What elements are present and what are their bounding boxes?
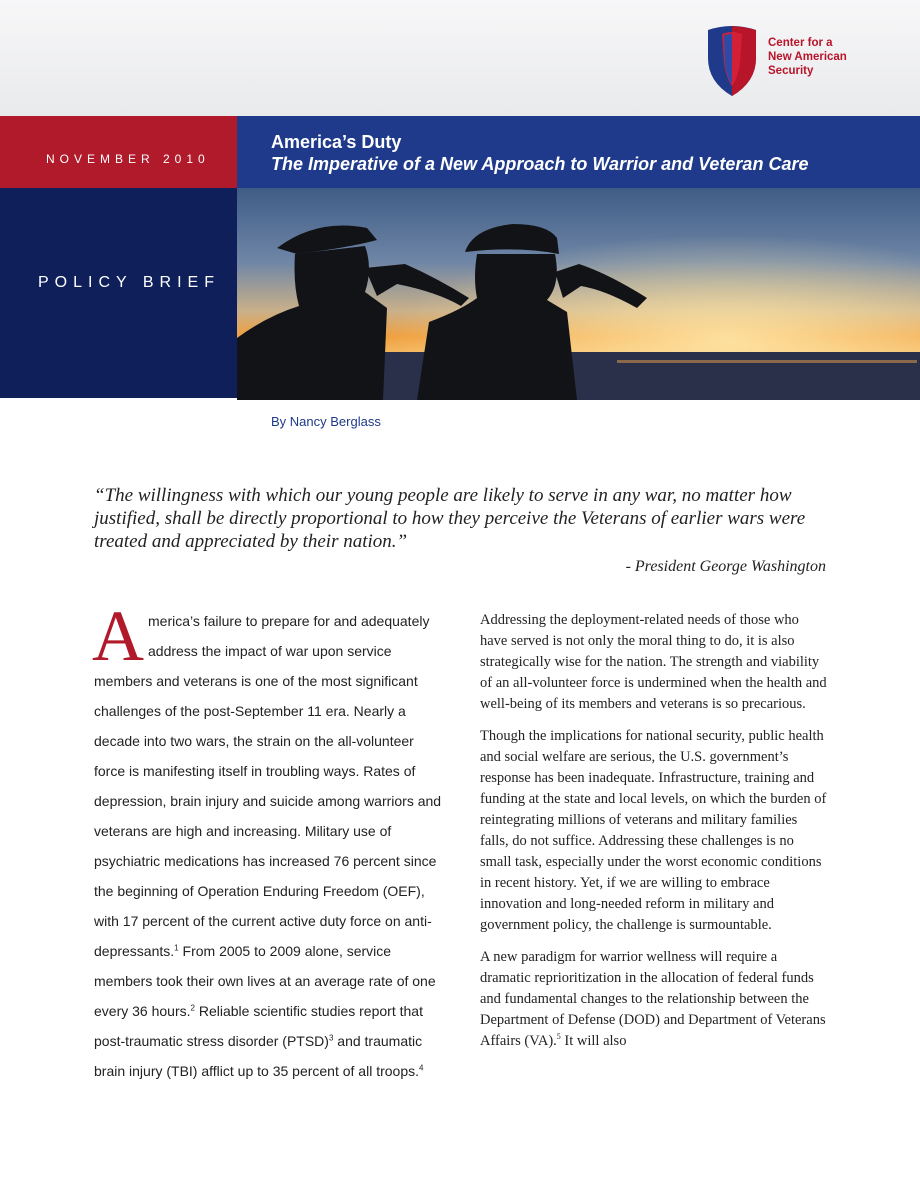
left-column — [92, 596, 446, 1086]
author-byline: By Nancy Berglass — [271, 414, 381, 429]
document-subtitle: The Imperative of a New Approach to Warrior and Veteran Care — [271, 154, 809, 174]
shield-icon — [704, 24, 760, 98]
footnote-3: 3 — [328, 1033, 334, 1043]
left-text-4: and traumatic brain injury (TBI) afflict up to 35 percent of all troops. — [94, 1033, 423, 1079]
right-paragraph-3 — [480, 947, 828, 1052]
left-text-1: merica’s failure to prepare for and adequately address the impact of war upon service members and veterans is one of the most significant challenges of the post-September 11 era. Nearly a decade into two wars, the strain on the all-volunteer force is manifesting itself in troubling ways. Rates of depression, brain injury and suicide among warriors and veterans are high and increasing. Military use of psychiatric medications has increased 76 percent since the beginning of Operation Enduring Freedom (OEF), with 17 percent of the current active duty force on anti-depressants. — [94, 613, 442, 959]
drop-cap: A — [92, 596, 144, 676]
cnas-logo — [704, 24, 864, 98]
right-paragraph-1: Addressing the deployment-related needs of those who have served is not only the moral thing to do, it is also strategically wise for the nation. The strength and viability of an all-volunteer force is undermined when the health and well-being of its members and veterans is so precarious. — [480, 612, 827, 712]
title-banner — [237, 116, 920, 188]
document-title: America’s Duty — [271, 132, 402, 152]
publication-date: NOVEMBER 2010 — [46, 152, 210, 166]
footnote-4: 4 — [419, 1063, 424, 1073]
footnote-2: 2 — [190, 1003, 195, 1013]
left-text-3: Reliable scientific studies report that post-traumatic stress disorder (PTSD) — [94, 1003, 423, 1049]
right-text-3a: A new paradigm for warrior wellness will require a dramatic reprioritization in the allocation of federal funds and fundamental changes to the relationship between the Department of Defense (DOD) and Department of Veterans Affairs (VA). — [480, 949, 826, 1049]
footnote-5: 5 — [556, 1032, 561, 1042]
left-paragraph — [92, 596, 446, 1086]
logo-line-3: Security — [768, 65, 814, 77]
quote-attribution: - President George Washington — [625, 558, 826, 575]
right-text-3b: It will also — [560, 1033, 627, 1049]
date-banner — [0, 116, 237, 188]
logo-line-1: Center for a — [768, 37, 833, 49]
footnote-1: 1 — [174, 943, 179, 953]
right-paragraph-2: Though the implications for national security, public health and social welfare are serious, the U.S. government’s response has been inadequate. Infrastructure, training and funding at the state and local levels, on which the burden of reintegrating millions of veterans and military families falls, do not suffice. Addressing these challenges is no small task, especially under the worst economic conditions in recent history. Yet, if we are willing to embrace innovation and long-needed reform in military and government policy, the challenge is surmountable. — [480, 728, 827, 933]
logo-line-2: New American — [768, 51, 847, 63]
right-column — [480, 610, 828, 1063]
opening-quote: “The willingness with which our young people are likely to serve in any war, no matter how justified, shall be directly proportional to how they perceive the Veterans of earlier wars were treated and appreciated by their nation.” — [94, 485, 806, 552]
left-text-2: From 2005 to 2009 alone, service members took their own lives at an average rate of one every 36 hours. — [94, 943, 436, 1019]
series-label: POLICY BRIEF — [38, 274, 220, 291]
saluting-soldiers-photo — [237, 188, 920, 400]
series-banner — [0, 188, 237, 398]
